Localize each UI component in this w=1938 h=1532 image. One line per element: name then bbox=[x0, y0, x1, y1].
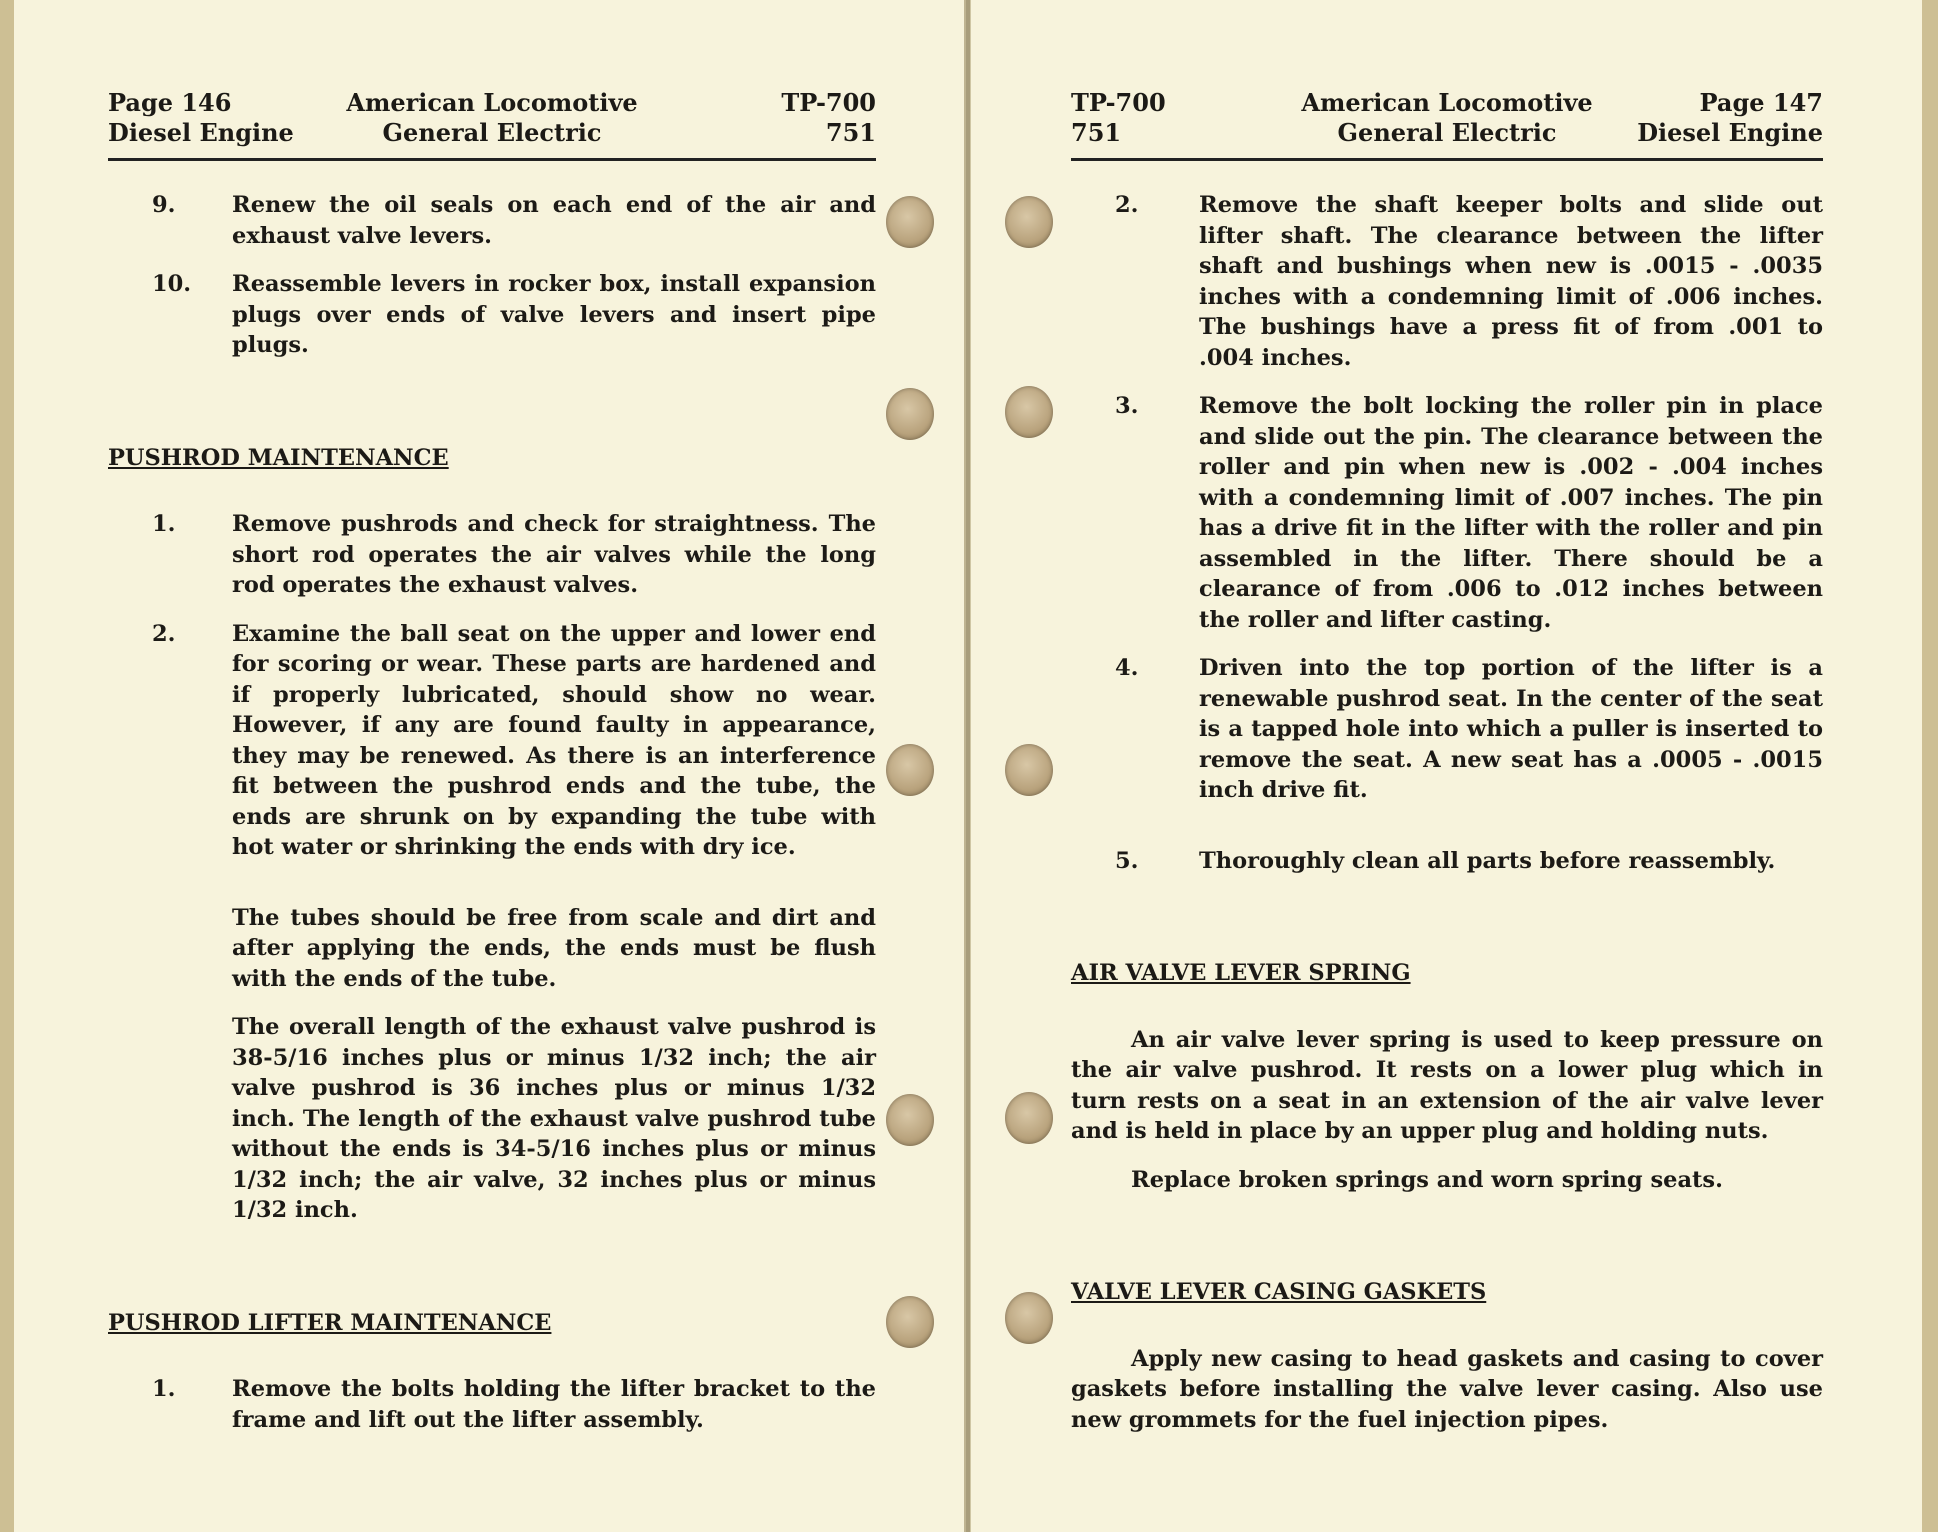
item-number: 4. bbox=[1115, 655, 1139, 681]
list-item bbox=[108, 509, 876, 601]
engine-label: Diesel Engine bbox=[1637, 118, 1823, 147]
paragraph: Apply new casing to head gaskets and casing to cover gaskets before installing the valve lever casing. Also use new grommets for the fuel injection pipes. bbox=[1071, 1345, 1823, 1433]
company-line-2: General Electric bbox=[382, 118, 602, 147]
right-page-edge bbox=[1922, 0, 1938, 1532]
item-text: Examine the ball seat on the upper and lower end for scoring or wear. These parts are hardened and if properly lubricated, should show no wear. However, if any are found faulty in appearance, they may be renewed. As there is an interference fit between the pushrod ends and the tube, the ends are shrunk on by expanding the tube with hot water or shrinking the ends with dry ice. bbox=[232, 620, 876, 860]
document-revision: 751 bbox=[1071, 118, 1122, 147]
company-line-2: General Electric bbox=[1337, 118, 1557, 147]
binder-hole bbox=[1005, 744, 1053, 796]
company-line-1: American Locomotive bbox=[346, 88, 638, 117]
left-page-body bbox=[108, 190, 876, 1453]
binder-hole bbox=[886, 1296, 934, 1348]
page-number: Page 147 bbox=[1699, 88, 1823, 117]
list-item bbox=[1071, 846, 1823, 877]
item-text: Remove pushrods and check for straightness. The short rod operates the air valves while the long rod operates the exhaust valves. bbox=[232, 511, 876, 598]
binder-hole bbox=[886, 388, 934, 440]
document-code: TP-700 bbox=[1071, 88, 1166, 117]
right-page-header bbox=[1071, 88, 1823, 161]
item-text: Remove the bolt locking the roller pin in place and slide out the pin. The clearance between the roller and pin when new is .002 - .004 inches with a condemning limit of .007 inches. The pin has a drive fit in the lifter with the roller and pin assembled in the lifter. There should be a clearance of from .006 to .012 inches between the roller and lifter casting. bbox=[1199, 393, 1823, 633]
item-text: Remove the bolts holding the lifter bracket to the frame and lift out the lifter assembly. bbox=[232, 1376, 876, 1433]
binder-hole bbox=[886, 1094, 934, 1146]
document-revision: 751 bbox=[825, 118, 876, 147]
list-item bbox=[1071, 190, 1823, 373]
left-page-header bbox=[108, 88, 876, 161]
item-number: 5. bbox=[1115, 847, 1139, 874]
item-text: Reassemble levers in rocker box, install expansion plugs over ends of valve levers and insert pipe plugs. bbox=[232, 271, 876, 358]
paragraph: The overall length of the exhaust valve pushrod is 38-5/16 inches plus or minus 1/32 inch; the air valve pushrod is 36 inches plus or minus 1/32 inch. The length of the exhaust valve pushrod tube without the ends is 34-5/16 inches plus or minus 1/32 inch; the air valve, 32 inches plus or minus 1/32 inch. bbox=[232, 1014, 876, 1223]
paragraph: Replace broken springs and worn spring seats. bbox=[1131, 1166, 1723, 1193]
right-page-body bbox=[1071, 190, 1823, 1453]
binder-hole bbox=[1005, 1292, 1053, 1344]
binder-hole bbox=[1005, 196, 1053, 248]
item-text: Thoroughly clean all parts before reassembly. bbox=[1199, 847, 1776, 874]
binder-hole bbox=[886, 196, 934, 248]
company-line-1: American Locomotive bbox=[1301, 88, 1593, 117]
item-number: 3. bbox=[1115, 393, 1139, 419]
list-item bbox=[1071, 653, 1823, 806]
binder-hole bbox=[886, 744, 934, 796]
page-number: Page 146 bbox=[108, 88, 232, 117]
item-text: Renew the oil seals on each end of the air and exhaust valve levers. bbox=[232, 192, 876, 249]
paragraph: The tubes should be free from scale and dirt and after applying the ends, the ends must be flush with the ends of the tube. bbox=[232, 904, 876, 992]
section-heading: VALVE LEVER CASING GASKETS bbox=[1071, 1279, 1487, 1305]
item-text: Driven into the top portion of the lifter is a renewable pushrod seat. In the center of the seat is a tapped hole into which a puller is inserted to remove the seat. A new seat has a .0005 - .0015 inch drive fit. bbox=[1199, 655, 1823, 803]
list-item bbox=[1071, 391, 1823, 635]
list-item bbox=[108, 190, 876, 251]
engine-label: Diesel Engine bbox=[108, 118, 294, 147]
paragraph: An air valve lever spring is used to keep pressure on the air valve pushrod. It rests on a lower plug which in turn rests on a seat in an extension of the air valve lever and is held in place by an upper plug and holding nuts. bbox=[1071, 1026, 1823, 1144]
binder-hole bbox=[1005, 386, 1053, 438]
binder-hole bbox=[1005, 1092, 1053, 1144]
right-page bbox=[970, 0, 1922, 1532]
list-item bbox=[108, 1374, 876, 1435]
document-code: TP-700 bbox=[781, 88, 876, 117]
item-number: 10. bbox=[152, 271, 192, 297]
item-number: 1. bbox=[152, 1376, 176, 1402]
section-heading: AIR VALVE LEVER SPRING bbox=[1071, 960, 1411, 986]
list-item bbox=[108, 619, 876, 863]
left-page-edge bbox=[0, 0, 14, 1532]
item-text: Remove the shaft keeper bolts and slide out lifter shaft. The clearance between the lifter shaft and bushings when new is .0015 - .0035 inches with a condemning limit of .006 inches. The bushings have a press fit of from .001 to .004 inches. bbox=[1199, 192, 1823, 371]
item-number: 9. bbox=[152, 192, 176, 218]
item-number: 2. bbox=[152, 620, 176, 647]
section-heading: PUSHROD LIFTER MAINTENANCE bbox=[108, 1309, 552, 1336]
item-number: 1. bbox=[152, 511, 176, 537]
section-heading: PUSHROD MAINTENANCE bbox=[108, 444, 449, 471]
list-item bbox=[108, 269, 876, 361]
left-page bbox=[14, 0, 966, 1532]
item-number: 2. bbox=[1115, 192, 1139, 218]
